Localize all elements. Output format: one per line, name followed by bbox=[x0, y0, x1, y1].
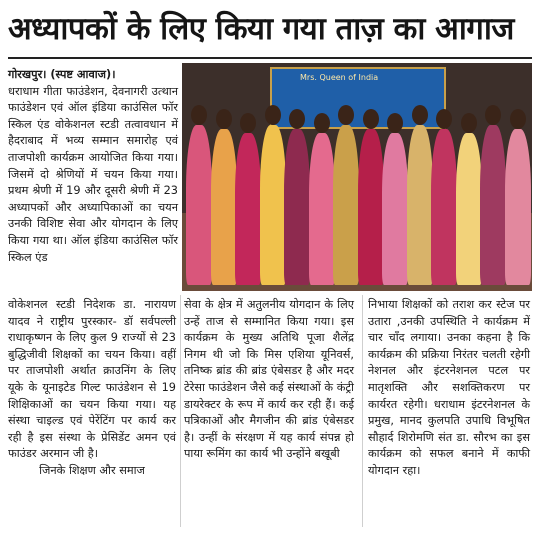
article-column-middle bbox=[184, 297, 354, 463]
person-figure bbox=[407, 125, 433, 285]
person-head bbox=[338, 105, 354, 125]
event-photo bbox=[182, 63, 532, 291]
person-figure bbox=[309, 133, 335, 285]
headline: अध्यापकों के लिए किया गया ताज़ का आगाज bbox=[8, 11, 514, 47]
article-column-left-bottom bbox=[8, 297, 176, 480]
person-figure bbox=[505, 129, 531, 285]
paragraph-left-last-line: जिनके शिक्षण और समाज bbox=[39, 463, 145, 477]
paragraph-left-top: धराधाम गीता फाउंडेशन, देवनागरी उत्थान फाउंडेशन एवं ऑल इंडिया काउंसिल फॉर स्किल एंड वोकेशनल स्टडी तत्वावधान में हैदराबाद में भव्य सम्मान समारोह एवं ताजपोशी कार्यक्रम आयोजित किया गया। जिसमें दो श्रेणियों में चयन किया गया। प्रथम श्रेणी में 19 और दूसरी श्रेणी में 23 अध्यापकों और अध्यापिकाओं का चयन उनकी विशिष्ट सेवा और योगदान के लिए किया गया था। ऑल इंडिया काउंसिल फॉर स्किल एंड bbox=[8, 84, 178, 264]
person-head bbox=[510, 109, 526, 129]
person-figure bbox=[358, 129, 384, 285]
article-column-left-top bbox=[8, 67, 178, 266]
person-figure bbox=[456, 133, 482, 285]
person-head bbox=[436, 109, 452, 129]
person-figure bbox=[186, 125, 212, 285]
person-head bbox=[363, 109, 379, 129]
headline-rule bbox=[8, 57, 532, 59]
person-figure bbox=[211, 129, 237, 285]
person-figure bbox=[284, 129, 310, 285]
person-head bbox=[216, 109, 232, 129]
person-figure bbox=[235, 133, 261, 285]
person-figure bbox=[431, 129, 457, 285]
person-figure bbox=[382, 133, 408, 285]
person-figure bbox=[260, 125, 286, 285]
article-column-right bbox=[368, 297, 530, 480]
person-head bbox=[314, 113, 330, 133]
column-divider bbox=[362, 295, 363, 527]
banner-text: Mrs. Queen of India bbox=[300, 73, 379, 82]
paragraph-left-bottom: वोकेशनल स्टडी निदेशक डा. नारायण यादव ने राष्ट्रीय पुरस्कार- डॉ सर्वपल्ली राधाकृष्णन के लिए कुल 9 राज्यों से 23 बुद्धिजीवी शिक्षकों का चयन किया। वहीं पर ताजपोशी अर्थात क्राउनिंग के लिए यूके के यूनाइटेड गिल्ट फाउंडेशन से 19 शिक्षिकाओं का चयन किया गया। यह संस्था चाइल्ड एवं पेरेंटिंग पर कार्य कर रही है इस संस्था के प्रेसिडेंट अमन एवं फाउंडर अरमान जी है। bbox=[8, 298, 176, 461]
person-head bbox=[265, 105, 281, 125]
column-divider bbox=[180, 295, 181, 527]
person-head bbox=[289, 109, 305, 129]
person-head bbox=[191, 105, 207, 125]
person-head bbox=[485, 105, 501, 125]
dateline: गोरखपुर। (स्पष्ट आवाज)। bbox=[8, 68, 116, 81]
person-head bbox=[240, 113, 256, 133]
person-figure bbox=[480, 125, 506, 285]
person-head bbox=[387, 113, 403, 133]
person-head bbox=[461, 113, 477, 133]
person-head bbox=[412, 105, 428, 125]
paragraph-right: निभाया शिक्षकों को तराश कर स्टेज पर उतारा ,उनकी उपस्थिति ने कार्यक्रम में चार चाँद लगाया। उनका कहना है कि कार्यक्रम की प्रक्रिया निरंतर चलती रहेगी नेशनल और इंटरनेशनल पटल पर मातृशक्ति और सशक्तिकरण पर कार्यरत रहेगी। धराधाम इंटरनेशनल के प्रमुख, मानद कुलपति उपाधि विभूषित सौहार्द शिरोमणि संत डा. सौरभ का इस कार्यक्रम को सफल बनाने में काफी योगदान रहा। bbox=[368, 298, 530, 477]
paragraph-middle: सेवा के क्षेत्र में अतुलनीय योगदान के लिए उन्हें ताज से सम्मानित किया गया। इस कार्यक्रम के मुख्य अतिथि पूजा शैलेंद्र निगम थी जो कि मिस एशिया यूनिवर्स, तनिष्क ब्रांड की ब्रांड एंबेसडर है और मदर टेरेसा फाउंडेशन जैसे कई संस्थाओं के कंट्री डायरेक्टर के रूप में कार्य कर रही हैं। कई पत्रिकाओं और मैगजीन की ब्रांड एंबेसडर है। उन्हीं के संरक्षण में यह कार्य संपन्न हो पाया रूमिंग का कार्य भी उन्होंने बखूबी bbox=[184, 298, 354, 461]
person-figure bbox=[333, 125, 359, 285]
